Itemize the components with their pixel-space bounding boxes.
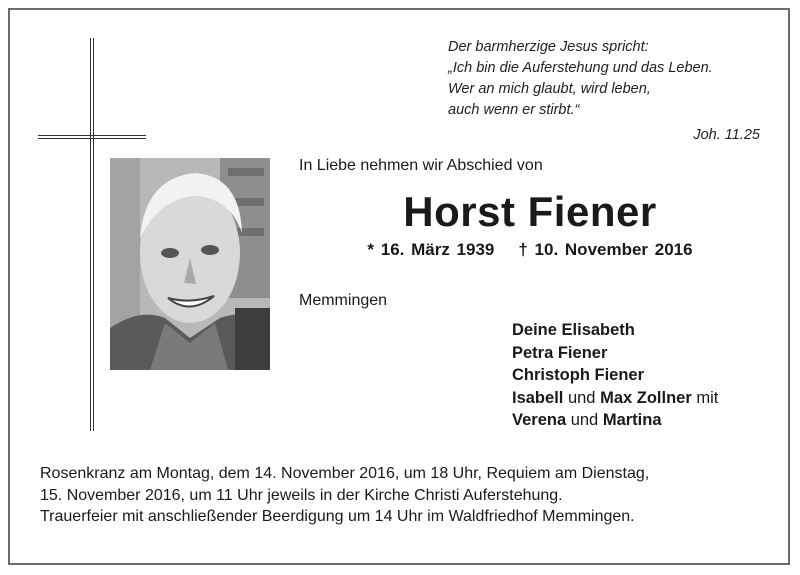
quote-reference: Joh. 11.25 (693, 127, 760, 143)
portrait-image (110, 158, 270, 370)
mourner-line (512, 409, 718, 432)
connector-text: mit (691, 388, 719, 407)
connector-text: und (563, 388, 601, 407)
connector-text: und (566, 411, 603, 429)
life-dates (300, 240, 760, 260)
quote-line: auch wenn er stirbt.“ (448, 102, 580, 118)
mourner-name: Martina (602, 411, 662, 429)
cross-horizontal-bar (38, 135, 146, 139)
mourner-line: Petra Fiener (512, 343, 608, 362)
portrait-photo (110, 158, 270, 370)
info-line: 15. November 2016, um 11 Uhr jeweils in der Kirche Christi Auferstehung. (40, 486, 563, 504)
cross-vertical-bar (90, 38, 94, 431)
quote-line: Wer an mich glaubt, wird leben, (448, 81, 651, 97)
intro-text: In Liebe nehmen wir Abschied von (299, 157, 543, 174)
mourner-line (512, 387, 718, 410)
deceased-name: Horst Fiener (403, 188, 657, 235)
birth-date: * 16. März 1939 (367, 240, 495, 259)
bible-quote (448, 37, 768, 146)
place-name: Memmingen (299, 292, 388, 309)
mourner-name: Verena (512, 411, 567, 429)
mourner-line: Christoph Fiener (512, 366, 645, 384)
quote-line: „Ich bin die Auferstehung und das Leben. (448, 60, 713, 76)
death-date: † 10. November 2016 (518, 240, 693, 259)
mourner-line: Deine Elisabeth (512, 321, 635, 339)
mourner-name: Max Zollner (600, 388, 692, 407)
mourner-name: Isabell (512, 388, 564, 407)
mourners-list (512, 319, 718, 432)
info-line: Rosenkranz am Montag, dem 14. November 2016, um 18 Uhr, Requiem am Dienstag, (40, 465, 650, 482)
info-line: Trauerfeier mit anschließender Beerdigung um 14 Uhr im Waldfriedhof Memmingen. (40, 508, 635, 525)
quote-line: Der barmherzige Jesus spricht: (448, 39, 649, 55)
service-information (40, 463, 770, 528)
